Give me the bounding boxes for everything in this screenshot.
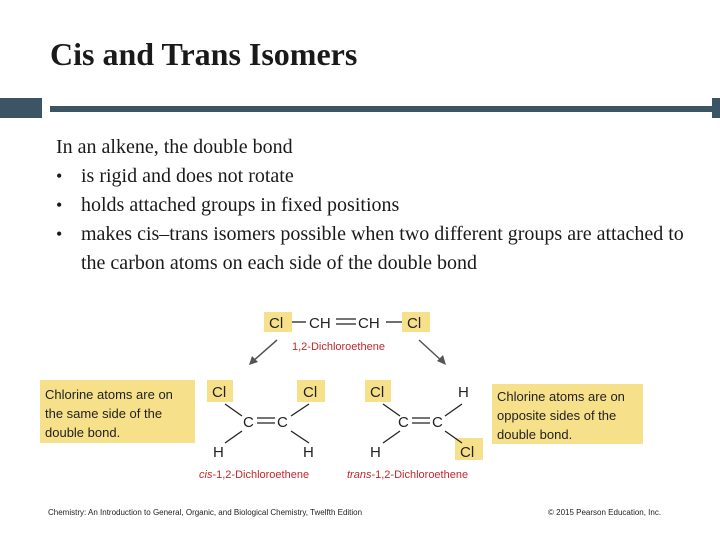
trans-compound-name <box>347 469 468 481</box>
formula-ch-left: CH <box>309 315 331 332</box>
cis-atom-top-left: Cl <box>212 384 227 401</box>
cis-note-line1: Chlorine atoms are on <box>45 387 173 402</box>
trans-atom-bottom-right: Cl <box>460 444 475 461</box>
formula-ch-right: CH <box>358 315 380 332</box>
cis-atom-bottom-right: H <box>303 444 314 461</box>
trans-bond-bl <box>383 431 400 443</box>
trans-note-line3: double bond. <box>497 427 573 442</box>
arrow-left <box>252 340 277 362</box>
cis-bond-br <box>291 431 309 443</box>
bullet-icon: • <box>56 224 63 244</box>
arrow-right-head <box>437 355 446 365</box>
trans-atom-top-right: H <box>458 384 469 401</box>
bullet-icon: • <box>56 166 63 186</box>
trans-atom-top-left: Cl <box>370 384 385 401</box>
trans-atom-c2: C <box>432 414 443 431</box>
top-compound-name: 1,2-Dichloroethene <box>292 341 385 353</box>
cis-prefix: cis <box>199 469 213 481</box>
cis-bond-bl <box>225 431 242 443</box>
cis-bond-tl <box>225 404 242 416</box>
footer-citation: Chemistry: An Introduction to General, Organic, and Biological Chemistry, Twelfth Edition <box>48 508 363 517</box>
bullet-text: holds attached groups in fixed positions <box>81 194 400 216</box>
formula-cl-right: Cl <box>407 315 422 332</box>
cis-atom-c1: C <box>243 414 254 431</box>
trans-structure <box>347 380 483 481</box>
trans-name-rest: -1,2-Dichloroethene <box>371 469 469 481</box>
intro-text: In an alkene, the double bond <box>56 136 293 158</box>
trans-atom-c1: C <box>398 414 409 431</box>
slide-title: Cis and Trans Isomers <box>50 36 358 72</box>
trans-bond-tr <box>445 404 462 416</box>
cis-bond-tr <box>291 404 309 416</box>
cis-compound-name <box>199 469 309 481</box>
cis-note-line3: double bond. <box>45 425 121 440</box>
trans-prefix: trans <box>347 469 372 481</box>
trans-note-line1: Chlorine atoms are on <box>497 389 625 404</box>
trans-note-line2: opposite sides of the <box>497 408 617 423</box>
cis-name-rest: -1,2-Dichloroethene <box>212 469 310 481</box>
cis-atom-c2: C <box>277 414 288 431</box>
cis-note-line2: the same side of the <box>45 406 163 421</box>
cis-structure <box>199 380 325 481</box>
trans-atom-bottom-left: H <box>370 444 381 461</box>
formula-cl-left: Cl <box>269 315 284 332</box>
trans-bond-br <box>445 431 462 443</box>
bullet-text: makes cis–trans isomers possible when two different groups are attached to the carbon atoms on each side of the double bond <box>81 223 684 274</box>
bullet-text: is rigid and does not rotate <box>81 165 294 187</box>
bullet-icon: • <box>56 195 63 215</box>
cis-atom-top-right: Cl <box>303 384 318 401</box>
footer-copyright: © 2015 Pearson Education, Inc. <box>548 508 662 517</box>
cis-atom-bottom-left: H <box>213 444 224 461</box>
